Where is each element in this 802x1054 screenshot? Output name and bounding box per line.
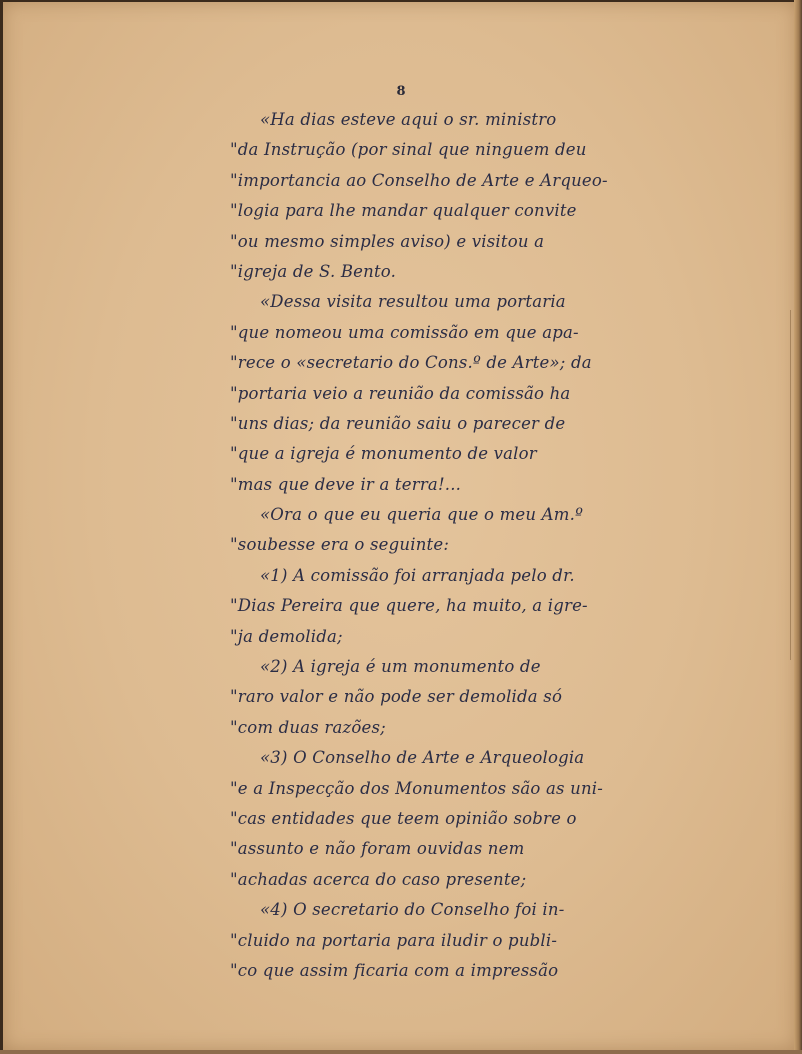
text-line: "com duas razões; [230,717,386,737]
text-line: "co que assim ficaria com a impressão [230,960,559,980]
text-line: «1) A comissão foi arranjada pelo dr. [260,565,575,585]
text-line: "cas entidades que teem opinião sobre o [230,808,577,828]
text-line: "ou mesmo simples aviso) e visitou a [230,231,545,251]
text-line: "ja demolida; [230,626,343,646]
text-line: "importancia ao Conselho de Arte e Arqueo- [230,170,608,190]
page-number: 8 [396,84,406,99]
text-line: "cluido na portaria para iludir o publi- [230,930,558,950]
text-line: «4) O secretario do Conselho foi in- [260,900,565,920]
text-line: "que a igreja é monumento de valor [230,444,537,464]
text-line: "igreja de S. Bento. [230,261,397,281]
text-line: "logia para lhe mandar qualquer convite [230,201,577,221]
page-edge [794,0,802,1054]
handwritten-text [230,105,708,986]
text-line: «3) O Conselho de Arte e Arqueologia [260,748,585,768]
page-bottom-edge [0,1050,802,1054]
text-line: «2) A igreja é um monumento de [260,657,541,677]
text-line: «Ora o que eu queria que o meu Am.º [260,505,584,525]
text-line: "da Instrução (por sinal que ninguem deu [230,140,587,160]
text-line: "e a Inspecção dos Monumentos são as uni- [230,778,604,798]
text-line: "achadas acerca do caso presente; [230,869,527,889]
text-line: "portaria veio a reunião da comissão ha [230,383,571,403]
text-line: "raro valor e não pode ser demolida só [230,687,563,707]
text-line: "mas que deve ir a terra!... [230,474,462,494]
text-line: "que nomeou uma comissão em que apa- [230,322,579,342]
text-line: «Dessa visita resultou uma portaria [260,292,566,312]
text-line: «Ha dias esteve aqui o sr. ministro [260,110,557,129]
text-line: "rece o «secretario do Cons.º de Arte»; da [230,353,592,373]
text-line: "assunto e não foram ouvidas nem [230,839,525,859]
text-line: "uns dias; da reunião saiu o parecer de [230,413,566,433]
text-line: "Dias Pereira que quere, ha muito, a igre- [230,596,588,616]
text-line: "soubesse era o seguinte: [230,535,450,555]
